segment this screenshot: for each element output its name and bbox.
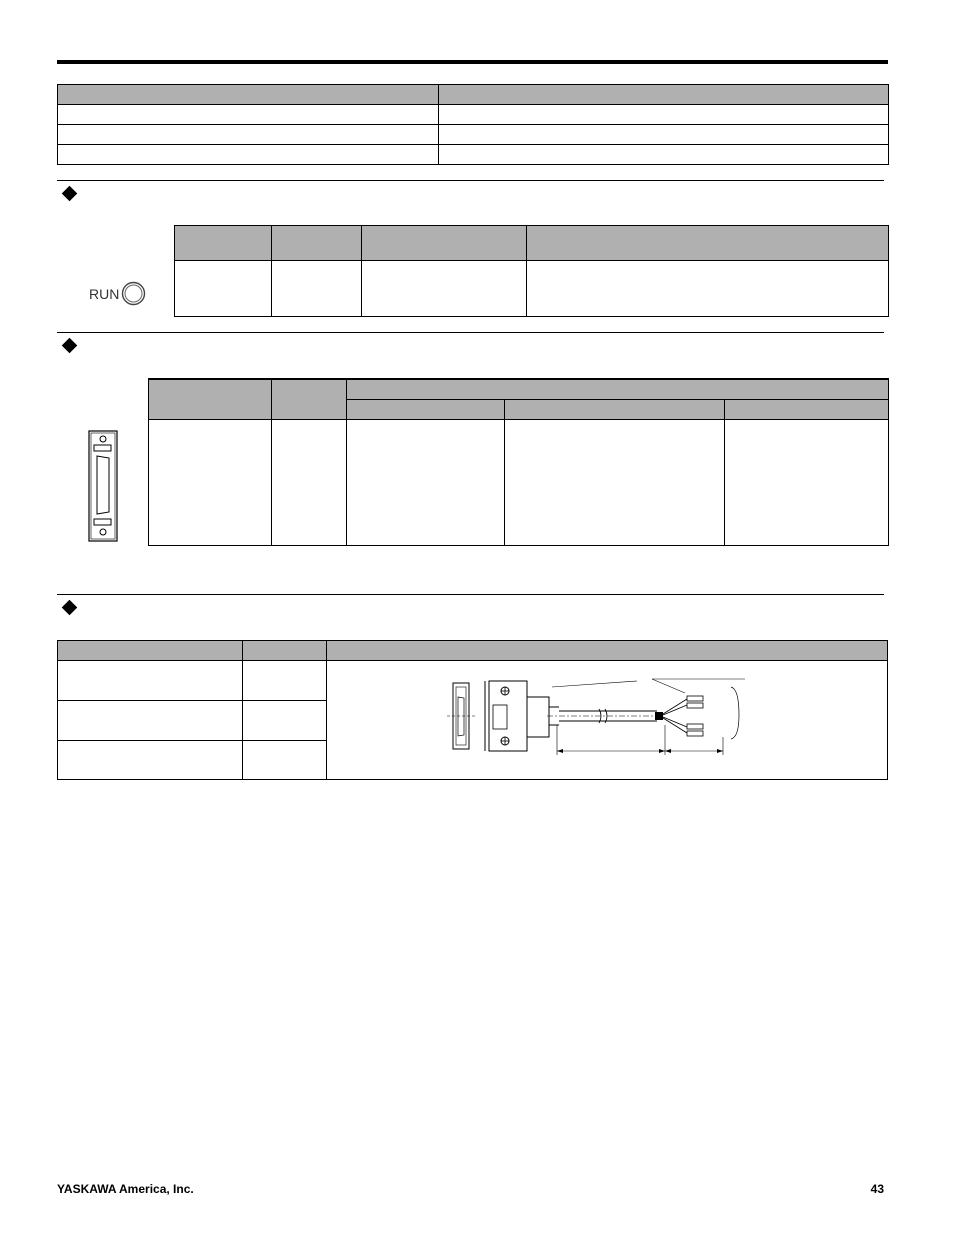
section-rule — [57, 594, 884, 595]
table-header-cell — [272, 379, 347, 419]
table-cell — [58, 125, 439, 145]
table-cell — [505, 419, 725, 545]
footer-page-number: 43 — [870, 1182, 884, 1196]
diamond-bullet-icon — [62, 338, 78, 354]
table-header-cell — [243, 641, 327, 661]
table-header-cell — [527, 226, 889, 261]
cable-drawing-cell — [327, 661, 888, 780]
table-header-cell — [272, 226, 362, 261]
table-cell — [527, 261, 889, 317]
table-cell — [347, 419, 505, 545]
spec-table-top — [57, 84, 889, 165]
table-header-cell — [58, 85, 439, 105]
table-cell — [725, 419, 889, 545]
section-rule — [57, 180, 884, 181]
table-cell — [439, 145, 889, 165]
table-cell — [58, 701, 243, 741]
table-header-cell — [175, 226, 272, 261]
diamond-bullet-icon — [62, 186, 78, 202]
table-cell — [439, 105, 889, 125]
diamond-bullet-icon — [62, 600, 78, 616]
table-header-cell — [362, 226, 527, 261]
table-cell — [149, 419, 272, 545]
run-indicator — [89, 281, 149, 307]
table-cell — [272, 419, 347, 545]
connector-port-icon — [88, 430, 118, 542]
table-cell — [58, 661, 243, 701]
table-cell — [175, 261, 272, 317]
table-header-cell — [505, 399, 725, 419]
section-rule — [57, 332, 884, 333]
table-header-cell — [149, 379, 272, 419]
table-header-cell — [347, 399, 505, 419]
run-label: RUN — [89, 286, 120, 302]
table-cell — [362, 261, 527, 317]
cable-diagram — [447, 675, 767, 765]
table-cell — [272, 261, 362, 317]
table-header-cell — [439, 85, 889, 105]
table-header-cell — [58, 641, 243, 661]
table-cell — [58, 105, 439, 125]
header-rule — [57, 60, 888, 64]
table-cell — [58, 145, 439, 165]
table-cell — [439, 125, 889, 145]
table-cell — [243, 661, 327, 701]
table-cell — [243, 741, 327, 780]
table-header-cell — [725, 399, 889, 419]
run-led-icon — [121, 281, 147, 307]
footer-company: YASKAWA America, Inc. — [57, 1182, 194, 1196]
table-header-cell — [347, 379, 889, 399]
table-cell — [58, 741, 243, 780]
connector-table — [148, 378, 889, 546]
cable-table — [57, 640, 888, 780]
table-cell — [243, 701, 327, 741]
table-header-cell — [327, 641, 888, 661]
run-indicator-table — [174, 225, 889, 317]
